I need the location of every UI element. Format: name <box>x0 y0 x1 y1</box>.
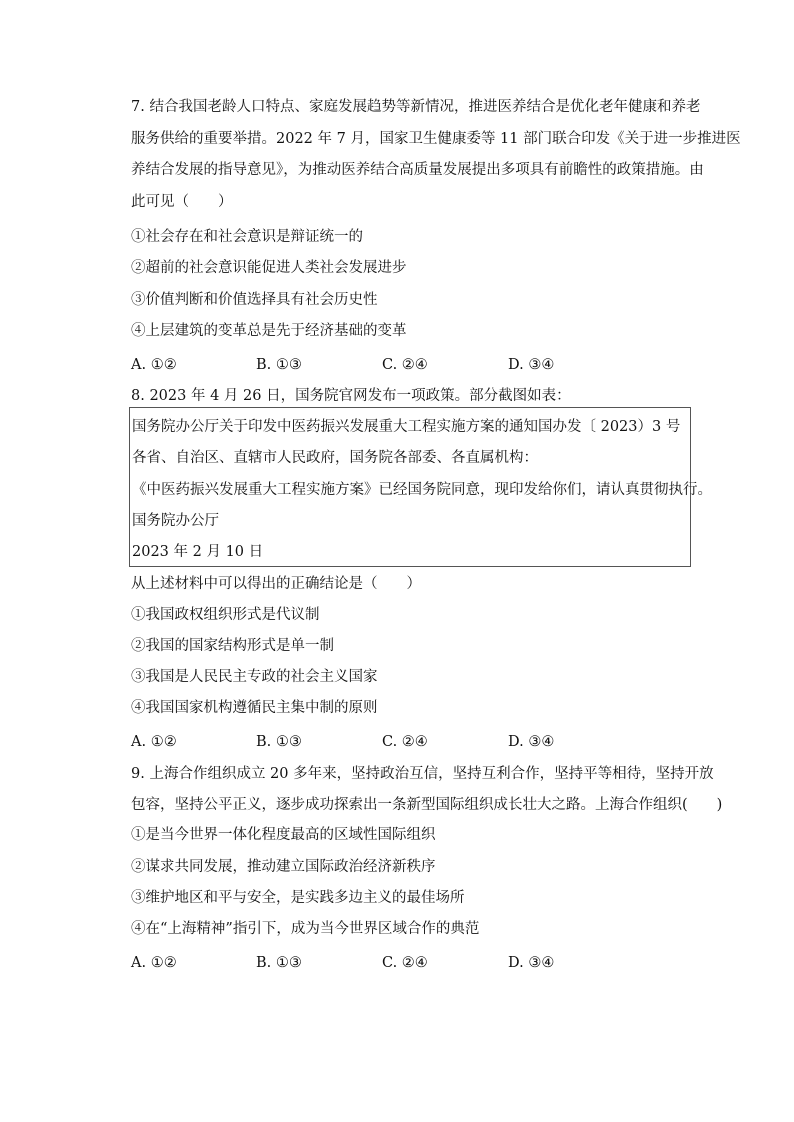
q9-statement-3: ③维护地区和平与安全，是实践多边主义的最佳场所 <box>131 890 465 906</box>
q9-line-1: 9. 上海合作组织成立 20 多年来，坚持政治互信，坚持互利合作，坚持平等相待，坚持开放 <box>131 766 714 782</box>
q8-statement-3: ③我国是人民民主专政的社会主义国家 <box>131 669 378 685</box>
q7-statement-4: ④上层建筑的变革总是先于经济基础的变革 <box>131 323 407 339</box>
q8-statement-1: ①我国政权组织形式是代议制 <box>131 607 320 623</box>
q8-option-b[interactable]: B. ①③ <box>256 734 302 750</box>
q8-box-line-5: 2023 年 2 月 10 日 <box>132 544 264 560</box>
q8-options <box>131 732 731 752</box>
q9-option-b[interactable]: B. ①③ <box>256 955 302 971</box>
q9-statement-1: ①是当今世界一体化程度最高的区域性国际组织 <box>131 827 436 843</box>
q8-box-line-4: 国务院办公厅 <box>132 513 219 529</box>
q9-statement-2: ②谋求共同发展，推动建立国际政治经济新秩序 <box>131 859 436 875</box>
q7-line-4: 此可见（ ） <box>131 194 233 210</box>
q7-option-d[interactable]: D. ③④ <box>508 357 555 373</box>
q7-line-1: 7. 结合我国老龄人口特点、家庭发展趋势等新情况，推进医养结合是优化老年健康和养老 <box>131 99 701 115</box>
q8-option-a[interactable]: A. ①② <box>131 734 177 750</box>
q7-line-3: 养结合发展的指导意见》，为推动医养结合高质量发展提出多项具有前瞻性的政策措施。由 <box>131 162 704 178</box>
q7-line-2: 服务供给的重要举措。2022 年 7 月，国家卫生健康委等 11 部门联合印发《关于进一步推进医 <box>131 131 741 147</box>
q8-document-box <box>129 407 712 567</box>
q7-option-c[interactable]: C. ②④ <box>382 357 428 373</box>
q9-option-c[interactable]: C. ②④ <box>382 955 428 971</box>
q9-option-d[interactable]: D. ③④ <box>508 955 555 971</box>
q8-intro: 8. 2023 年 4 月 26 日，国务院官网发布一项政策。部分截图如表： <box>131 388 571 404</box>
q7-statement-2: ②超前的社会意识能促进人类社会发展进步 <box>131 260 407 276</box>
q9-option-a[interactable]: A. ①② <box>131 955 177 971</box>
q8-option-c[interactable]: C. ②④ <box>382 734 428 750</box>
q8-option-d[interactable]: D. ③④ <box>508 734 555 750</box>
q7-statement-3: ③价值判断和价值选择具有社会历史性 <box>131 292 378 308</box>
q7-option-a[interactable]: A. ①② <box>131 357 177 373</box>
q7-statement-1: ①社会存在和社会意识是辩证统一的 <box>131 229 363 245</box>
q9-line-2: 包容，坚持公平正义，逐步成功探索出一条新型国际组织成长壮大之路。上海合作组织( ) <box>131 797 723 813</box>
q8-question: 从上述材料中可以得出的正确结论是（ ） <box>131 576 421 592</box>
q8-box-line-3: 《中医药振兴发展重大工程实施方案》已经国务院同意，现印发给你们，请认真贯彻执行。 <box>132 482 712 498</box>
q7-option-b[interactable]: B. ①③ <box>256 357 302 373</box>
q8-box-line-2: 各省、自治区、直辖市人民政府，国务院各部委、各直属机构： <box>132 450 538 466</box>
q8-box-line-1: 国务院办公厅关于印发中医药振兴发展重大工程实施方案的通知国办发〔 2023）3 号 <box>132 419 681 435</box>
q8-statement-4: ④我国国家机构遵循民主集中制的原则 <box>131 700 378 716</box>
q7-options <box>131 355 731 375</box>
q9-options <box>131 953 731 973</box>
q8-statement-2: ②我国的国家结构形式是单一制 <box>131 638 334 654</box>
q9-statement-4: ④在“上海精神”指引下，成为当今世界区域合作的典范 <box>131 921 480 937</box>
